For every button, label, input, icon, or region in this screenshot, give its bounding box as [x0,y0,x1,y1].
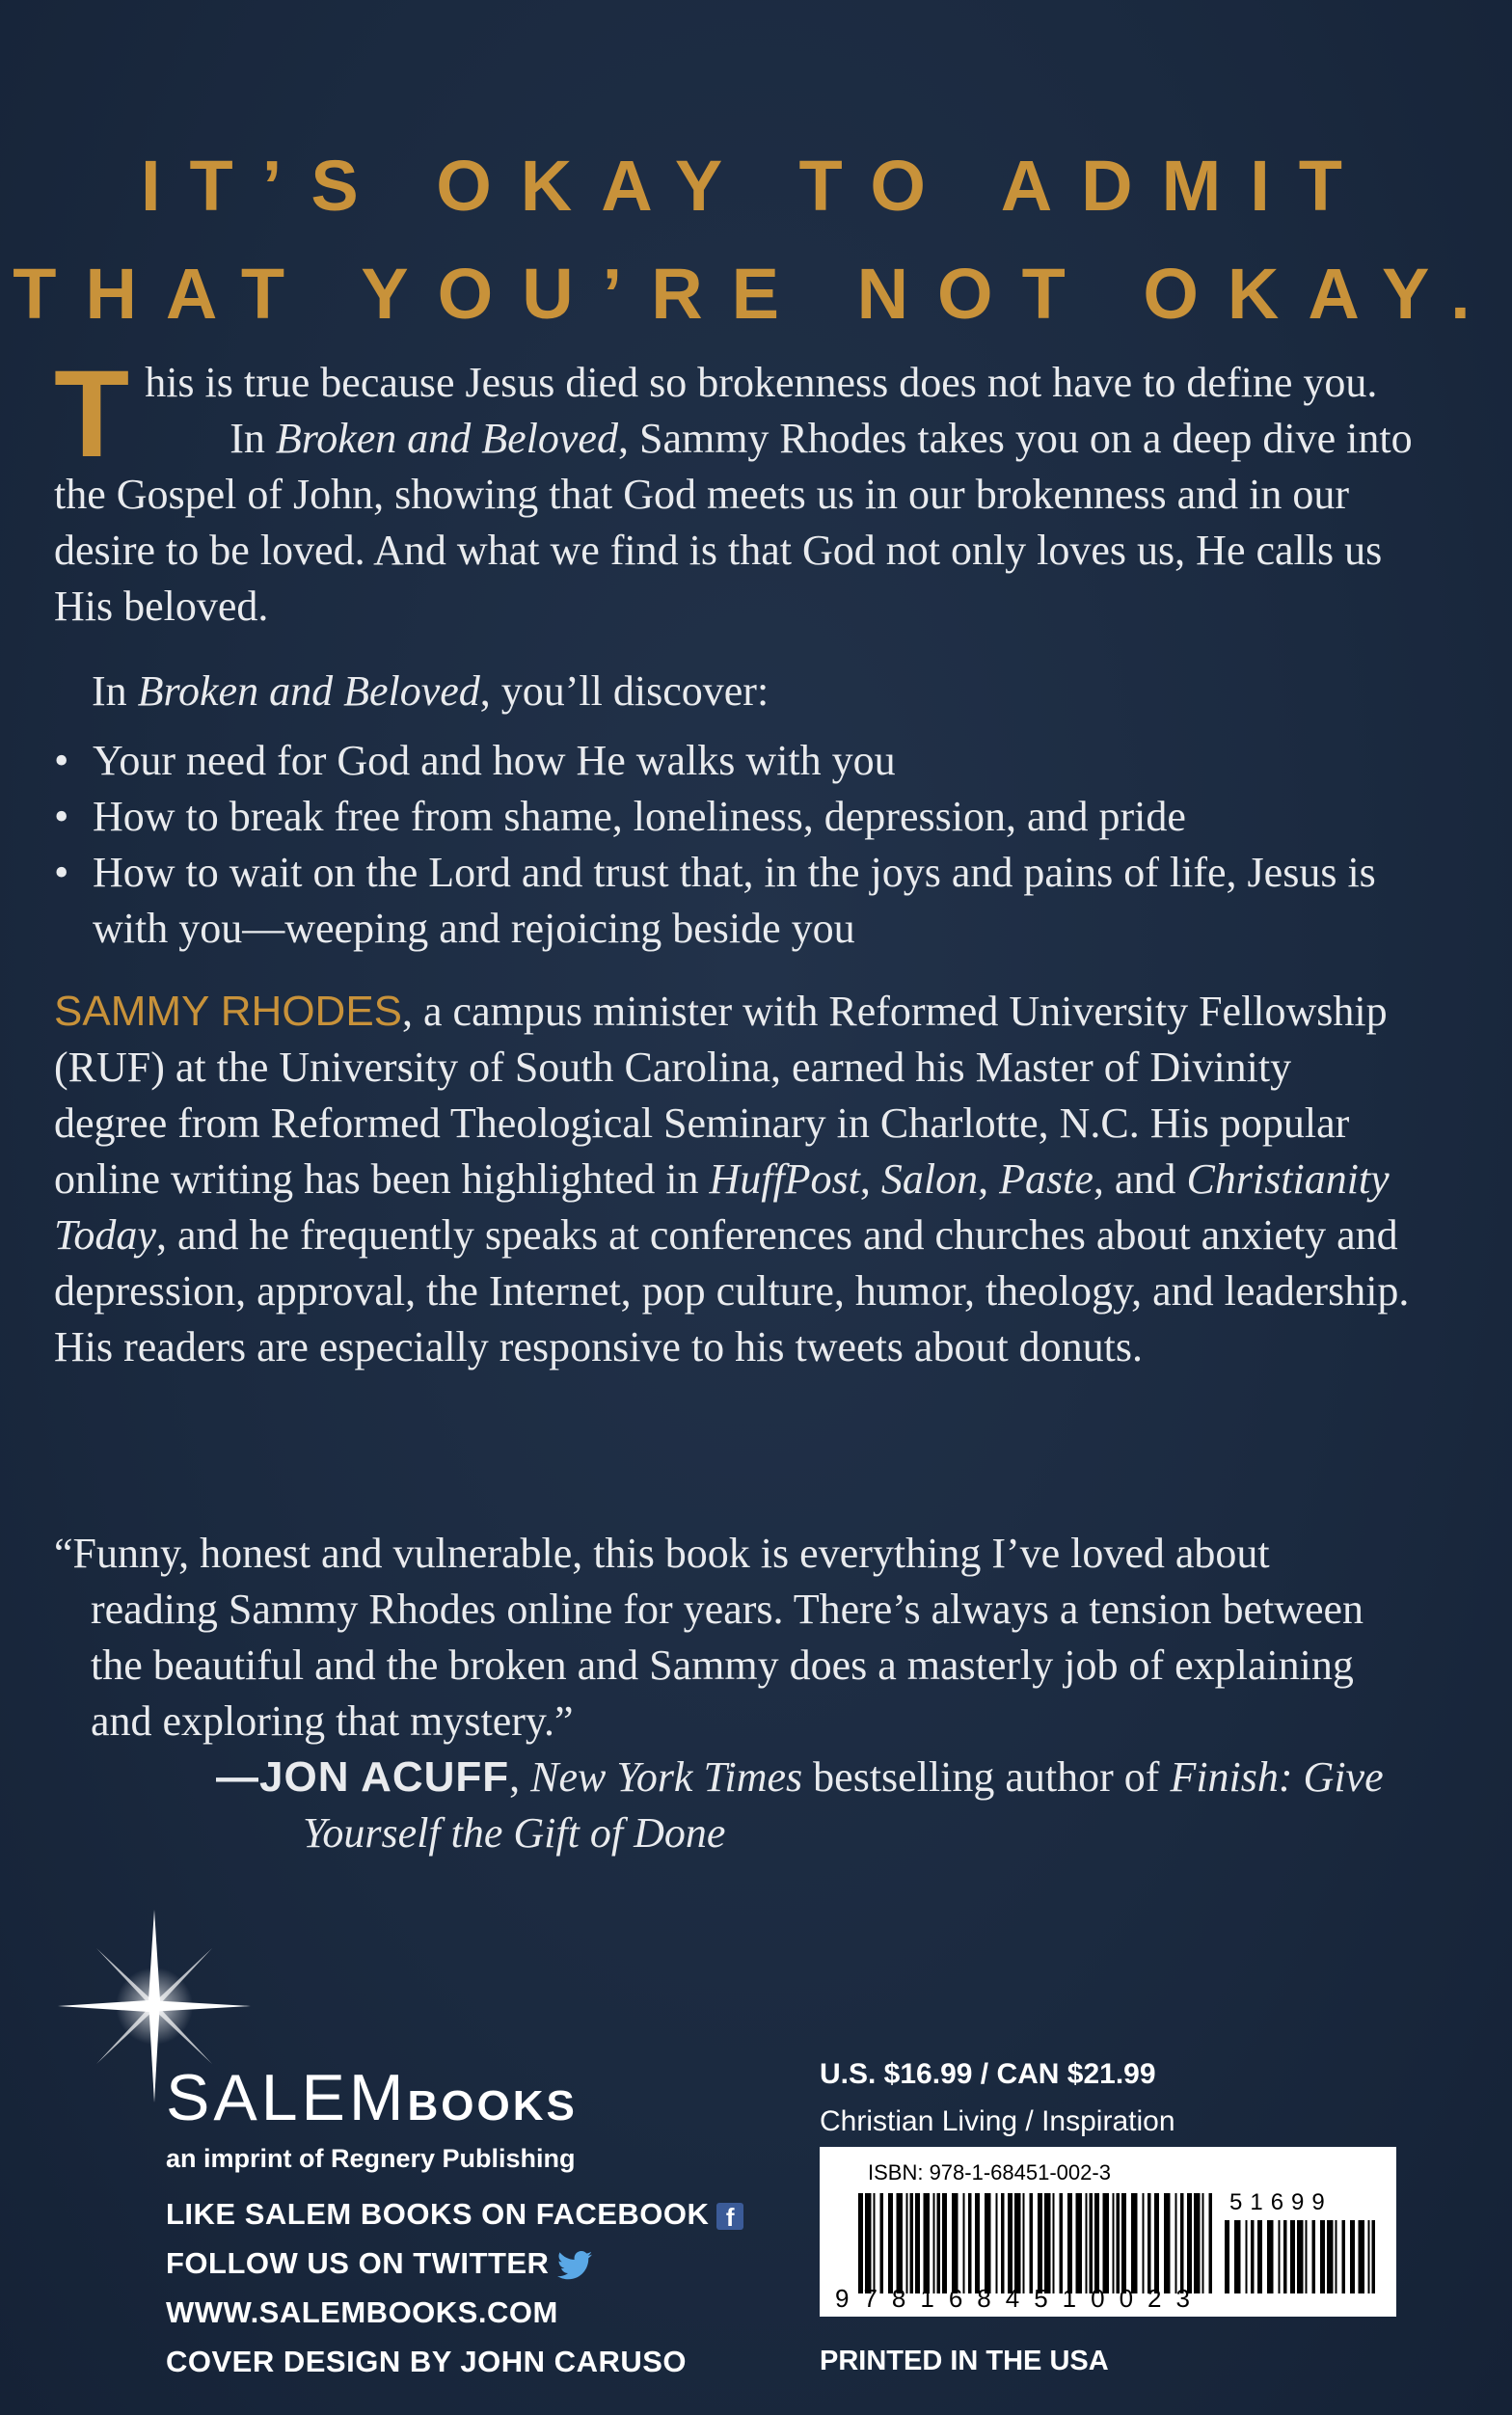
barcode-bar [1372,2220,1376,2293]
barcode-bar [1053,2193,1055,2293]
category-line: Christian Living / Inspiration [820,2105,1175,2137]
barcode-bar [996,2193,998,2293]
barcode-bar [933,2193,935,2293]
barcode-bar [1038,2193,1042,2293]
isbn-text: ISBN: 978-1-68451-002-3 [868,2160,1111,2184]
bio-pub-4: Christianity Today [54,1155,1390,1259]
barcode-bar [1067,2193,1072,2293]
bio-text-3: , [978,1155,1000,1203]
endorsement [54,1526,1404,1861]
barcode-bar [906,2193,908,2293]
barcode-bar [1234,2220,1241,2293]
barcode-bar [1251,2220,1255,2293]
barcode-bar [1030,2193,1034,2293]
salem-books-logo [166,2061,578,2174]
barcode-bar [942,2193,947,2293]
twitter-line [166,2246,593,2281]
barcode-bar [1350,2220,1355,2293]
barcode-bar [1336,2220,1337,2293]
barcode-bar [1283,2220,1287,2293]
barcode-bar [865,2193,872,2293]
bio-text-4: , and [1093,1155,1187,1203]
price-bars [1225,2220,1379,2293]
attrib-book: Finish: Give Yourself the Gift of Done [303,1753,1384,1857]
list-item [54,789,1443,845]
headline-line-2: THAT YOU’RE NOT OKAY. [13,254,1499,334]
price-code: 51699 [1229,2189,1333,2215]
barcode-bar [1290,2220,1295,2293]
bio-text-2: , [859,1155,881,1203]
list-item-text: How to wait on the Lord and trust that, in the joys and pains of life, Jesus is with you—weeping and rejoicing beside you [93,849,1376,952]
barcode-bar [1103,2193,1110,2293]
barcode-bar [1342,2220,1346,2293]
book-title: Broken and Beloved [275,415,618,462]
barcode-bar [1076,2193,1083,2293]
intro-p2-b: , Sammy Rhodes takes you on a deep dive into the Gospel of John, showing that God meets us in our brokenness and in our desire to be loved. And what we find is that God not only loves us, He calls us His beloved. [54,415,1413,630]
barcode-bar [1327,2220,1334,2293]
barcode-bar [1060,2193,1064,2293]
barcode-bar [858,2193,863,2293]
barcode-bar [952,2193,958,2293]
attrib-mid: bestselling author of [802,1753,1171,1801]
barcode-bar [975,2193,980,2293]
bio-text-1: , a campus minister with Reformed University Fellowship (RUF) at the University of South Carolina, earned his Master of Divinity degree from Reformed Theological Seminary in Charlotte, N.C. His popular online writing has been highlighted in [54,988,1388,1203]
barcode-bar [1094,2193,1099,2293]
cover-credit: COVER DESIGN BY JOHN CARUSO [166,2345,688,2378]
endorsement-quote: “Funny, honest and vulnerable, this book is everything I’ve loved about reading Sammy Rhodes online for years. There’s always a tension between the beautiful and the broken and Sammy does a masterly job of explaining and exploring that mystery.” [54,1530,1364,1745]
discover-book-title: Broken and Beloved [137,667,480,715]
barcode-bar [888,2193,893,2293]
facebook-text: LIKE SALEM BOOKS ON FACEBOOK [166,2197,710,2231]
discover-a: In [92,667,138,715]
barcode-bar [1202,2193,1204,2293]
logo-imprint: an imprint of Regnery Publishing [166,2144,576,2173]
barcode-bar [1225,2220,1229,2293]
barcode-bar [874,2193,876,2293]
logo-wordmark [166,2061,578,2140]
barcode-bar [1143,2193,1145,2293]
author-name: SAMMY RHODES [54,988,403,1035]
barcode-bar [1044,2193,1051,2293]
logo-books: BOOKS [407,2082,578,2130]
barcode-bar [985,2193,991,2293]
barcode-bar [1257,2220,1262,2293]
headline-line-1: IT’S OKAY TO ADMIT [141,146,1371,226]
barcode-bar [1320,2220,1325,2293]
barcode-bar [1090,2193,1094,2293]
barcode-bar [1131,2193,1138,2293]
facebook-icon: f [716,2203,743,2230]
barcode-bar [1148,2193,1151,2293]
bullet-icon: • [54,849,69,896]
barcode [820,2147,1396,2317]
bio-pub-2: Salon [880,1155,979,1203]
barcode-bar [1246,2220,1248,2293]
barcode-bar [963,2193,965,2293]
barcode-bar [1175,2193,1177,2293]
bullet-icon: • [54,737,69,784]
barcode-bar [1297,2220,1304,2293]
website-line[interactable]: WWW.SALEMBOOKS.COM [166,2295,558,2329]
discover-list [54,733,1443,957]
barcode-bar [880,2193,884,2293]
attrib-comma: , [509,1753,531,1801]
ean-digits: 9781684510023 [835,2284,1204,2313]
barcode-bar [1164,2193,1171,2293]
discover-lead [92,664,769,719]
facebook-line [166,2197,743,2232]
barcode-bar [1117,2193,1120,2293]
twitter-icon [556,2251,593,2280]
author-bio [54,984,1414,1375]
barcode-bar [1267,2220,1274,2293]
barcode-bar [1187,2193,1192,2293]
ean-bars [858,2193,1215,2293]
list-item [54,733,1443,789]
barcode-bar [1121,2193,1126,2293]
barcode-bar [1306,2220,1308,2293]
barcode-bar [1086,2193,1088,2293]
logo-salem: SALEM [166,2061,408,2134]
twitter-text: FOLLOW US ON TWITTER [166,2246,550,2280]
barcode-bar [1368,2220,1370,2293]
barcode-bar [1001,2193,1005,2293]
barcode-bar [897,2193,904,2293]
barcode-bar [1359,2220,1365,2293]
list-item-text: Your need for God and how He walks with you [93,737,896,784]
intro-section [54,345,1443,635]
barcode-bar [1008,2193,1012,2293]
discover-b: , you’ll discover: [479,667,770,715]
barcode-bar [1209,2193,1213,2293]
bio-pub-1: HuffPost [709,1155,860,1203]
bio-text-5: , and he frequently speaks at conferences and churches about anxiety and depression, approval, the Internet, pop culture, humor, theology, and leadership. His readers are especially responsive to his tweets about donuts. [54,1211,1410,1370]
barcode-bar [910,2193,914,2293]
barcode-bar [924,2193,931,2293]
barcode-bar [1194,2193,1201,2293]
intro-p2-a: In [230,415,276,462]
barcode-bar [1014,2193,1021,2293]
price-line: U.S. $16.99 / CAN $21.99 [820,2058,1156,2090]
barcode-bar [1154,2193,1159,2293]
intro-first-line [54,355,1443,411]
barcode-bar [937,2193,941,2293]
list-item [54,845,1443,957]
intro-text: his is true because Jesus died so brokenness does not have to define you. [145,359,1378,406]
barcode-bar [1312,2220,1316,2293]
intro-paragraph [54,411,1443,635]
bio-pub-3: Paste [999,1155,1094,1203]
barcode-bar [1113,2193,1115,2293]
barcode-bar [1023,2193,1025,2293]
endorser-name: —JON ACUFF [216,1753,510,1801]
drop-cap: T [54,345,130,483]
printed-line: PRINTED IN THE USA [820,2346,1109,2376]
endorsement-attribution [216,1750,1404,1861]
list-item-text: How to break free from shame, loneliness, depression, and pride [93,793,1186,840]
barcode-bar [968,2193,972,2293]
barcode-bar [1279,2220,1281,2293]
barcode-bar [1180,2193,1184,2293]
bullet-icon: • [54,793,69,840]
barcode-bar [915,2193,920,2293]
attrib-nyt: New York Times [530,1753,803,1801]
